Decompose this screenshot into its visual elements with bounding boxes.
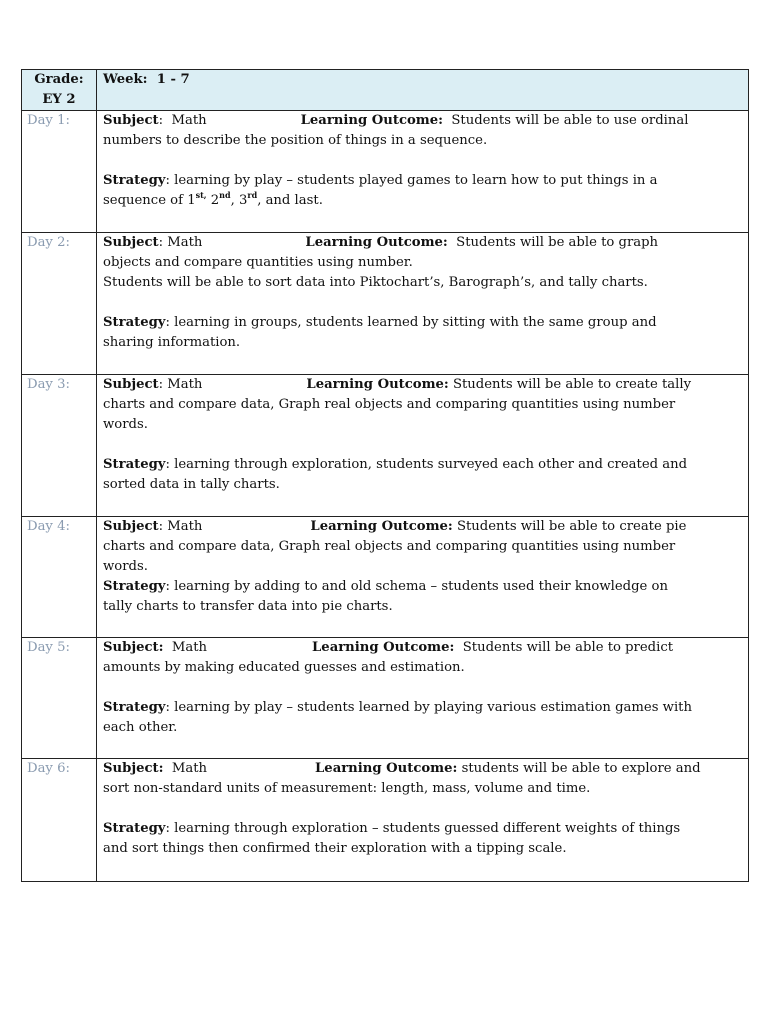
subject-value: : Math: [158, 519, 203, 534]
outcome-label: Learning Outcome:: [312, 640, 455, 655]
outcome-text: amounts by making educated guesses and estimation.: [103, 660, 465, 675]
outcome-text: Students will be able to sort data into Piktochart’s, Barograph’s, and tally charts.: [103, 275, 648, 290]
subject-label: Subject:: [103, 761, 164, 776]
outcome-text: objects and compare quantities using number.: [103, 255, 413, 270]
outcome-label: Learning Outcome:: [305, 235, 448, 250]
strategy-text: , 3: [230, 193, 248, 208]
strategy-line: [103, 171, 742, 191]
day-row: [22, 759, 749, 882]
day-content: [97, 111, 749, 233]
outcome-first-line: [103, 233, 742, 253]
strategy-text: tally charts to transfer data into pie charts.: [103, 599, 393, 614]
strategy-text: : learning through exploration – students guessed different weights of things: [165, 821, 681, 836]
subject-label: Subject: [103, 519, 159, 534]
outcome-first-line: [103, 638, 742, 658]
day-label: Day 2:: [22, 233, 97, 375]
subject-value: Math: [163, 640, 208, 655]
strategy-text: : learning through exploration, students surveyed each other and created and: [165, 457, 688, 472]
grade-value: EY 2: [42, 92, 76, 107]
strategy-text: 2: [206, 193, 220, 208]
subject-value: : Math: [158, 377, 203, 392]
outcome-text: Students will be able to graph: [447, 235, 659, 250]
outcome-label: Learning Outcome:: [306, 377, 449, 392]
ordinal-suffix: nd: [219, 190, 231, 200]
day-content: [97, 517, 749, 638]
day-content: [97, 233, 749, 375]
subject-label: Subject:: [103, 640, 164, 655]
strategy-line: [103, 313, 742, 333]
outcome-label: Learning Outcome:: [300, 113, 443, 128]
day-content: [97, 759, 749, 882]
outcome-label: Learning Outcome:: [310, 519, 453, 534]
day-content: [97, 638, 749, 759]
day-label: Day 3:: [22, 375, 97, 517]
strategy-line: [103, 577, 742, 597]
strategy-line: [103, 191, 742, 211]
week-label: Week: 1 - 7: [103, 72, 190, 87]
ordinal-suffix: rd: [247, 190, 258, 200]
day-label: Day 4:: [22, 517, 97, 638]
subject-value: Math: [163, 761, 208, 776]
outcome-first-line: [103, 517, 742, 537]
outcome-first-line: [103, 111, 742, 131]
outcome-text: sort non-standard units of measurement: length, mass, volume and time.: [103, 781, 591, 796]
strategy-text: , and last.: [257, 193, 323, 208]
subject-value: : Math: [158, 235, 203, 250]
day-row: [22, 111, 749, 233]
strategy-label: Strategy: [103, 700, 166, 715]
day-row: [22, 233, 749, 375]
outcome-text: words.: [103, 559, 148, 574]
grade-cell: [22, 70, 97, 111]
strategy-label: Strategy: [103, 173, 166, 188]
subject-value: : Math: [158, 113, 207, 128]
strategy-text: : learning by play – students played games to learn how to put things in a: [165, 173, 658, 188]
strategy-label: Strategy: [103, 315, 166, 330]
ordinal-suffix: st,: [195, 190, 207, 200]
grade-label: Grade:: [34, 72, 84, 87]
outcome-text: Students will be able to create pie: [452, 519, 687, 534]
outcome-first-line: [103, 759, 742, 779]
day-row: [22, 517, 749, 638]
day-row: [22, 638, 749, 759]
lesson-plan-table: [21, 69, 749, 882]
day-label: Day 6:: [22, 759, 97, 882]
subject-label: Subject: [103, 377, 159, 392]
strategy-line: [103, 455, 742, 475]
strategy-text: and sort things then confirmed their exploration with a tipping scale.: [103, 841, 567, 856]
day-content: [97, 375, 749, 517]
strategy-text: : learning by play – students learned by playing various estimation games with: [165, 700, 692, 715]
outcome-text: words.: [103, 417, 148, 432]
header-row: [22, 70, 749, 111]
day-row: [22, 375, 749, 517]
week-cell: [97, 70, 749, 111]
strategy-line: [103, 698, 742, 718]
outcome-text: Students will be able to create tally: [448, 377, 692, 392]
strategy-text: sequence of 1: [103, 193, 196, 208]
strategy-text: each other.: [103, 720, 178, 735]
subject-label: Subject: [103, 113, 159, 128]
subject-label: Subject: [103, 235, 159, 250]
day-label: Day 5:: [22, 638, 97, 759]
outcome-text: Students will be able to use ordinal: [442, 113, 689, 128]
strategy-label: Strategy: [103, 579, 166, 594]
strategy-text: sorted data in tally charts.: [103, 477, 280, 492]
outcome-text: students will be able to explore and: [457, 761, 701, 776]
strategy-label: Strategy: [103, 457, 166, 472]
outcome-text: charts and compare data, Graph real objects and comparing quantities using number: [103, 539, 676, 554]
outcome-label: Learning Outcome:: [315, 761, 458, 776]
outcome-text: Students will be able to predict: [454, 640, 674, 655]
day-label: Day 1:: [22, 111, 97, 233]
strategy-text: : learning in groups, students learned by sitting with the same group and: [165, 315, 657, 330]
outcome-first-line: [103, 375, 742, 395]
strategy-text: : learning by adding to and old schema – students used their knowledge on: [165, 579, 668, 594]
outcome-text: numbers to describe the position of things in a sequence.: [103, 133, 488, 148]
strategy-label: Strategy: [103, 821, 166, 836]
outcome-text: charts and compare data, Graph real objects and comparing quantities using number: [103, 397, 676, 412]
strategy-text: sharing information.: [103, 335, 241, 350]
strategy-line: [103, 819, 742, 839]
